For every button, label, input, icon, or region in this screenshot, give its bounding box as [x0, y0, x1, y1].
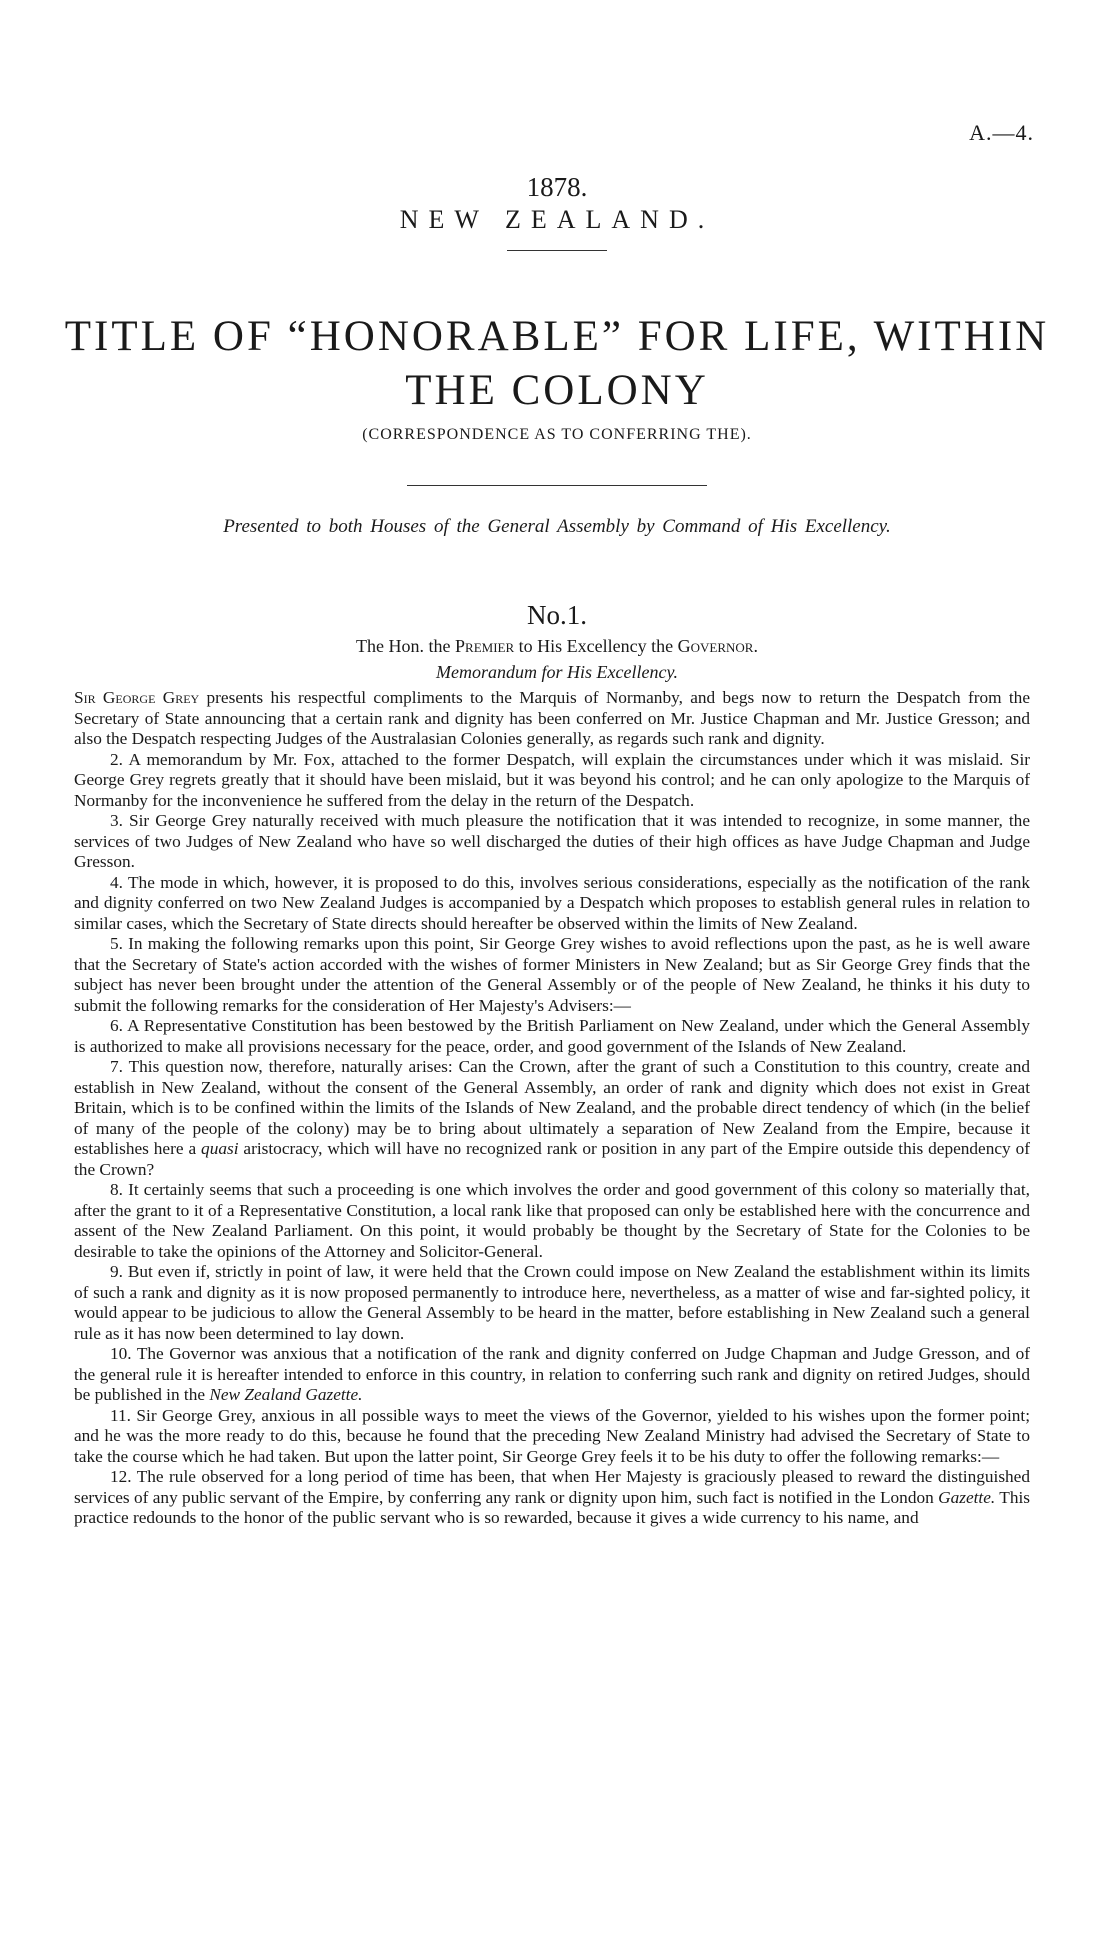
- addressee-governor: Governor.: [677, 636, 758, 656]
- presented-line: Presented to both Houses of the General Assembly by Command of His Excellency.: [223, 516, 891, 537]
- document-subtitle: (CORRESPONDENCE AS TO CONFERRING THE).: [362, 426, 752, 443]
- paragraph-9: 9. But even if, strictly in point of law, it were held that the Crown could impose on New Zealand the establishment within its limits of such a rank and dignity as it is now proposed permanently to introduce here, nevertheless, as a matter of wise and far-sighted policy, it would appear to be judicious to allow the General Assembly to be heard in the matter, before establishing in New Zealand such a general rule as it has now been determined to lay down.: [74, 1262, 1030, 1343]
- paragraph-6: 6. A Representative Constitution has been bestowed by the British Parliament on New Zealand, under which the General Assembly is authorized to make all provisions necessary for the peace, order, and good government of the Islands of New Zealand.: [74, 1016, 1030, 1056]
- paragraph-11: 11. Sir George Grey, anxious in all possible ways to meet the views of the Governor, yielded to his wishes upon the former point; and he was the more ready to do this, because he found that the preceding New Zealand Ministry had advised the Secretary of State to take the course which he had taken. But upon the latter point, Sir George Grey feels it to be his duty to offer the following remarks:—: [74, 1405, 1030, 1466]
- addressee-line: [0, 636, 1114, 657]
- author-name: Sir George Grey: [74, 688, 200, 707]
- year: 1878.: [526, 172, 588, 202]
- country-heading: NEW ZEALAND.: [399, 205, 715, 234]
- divider: [407, 485, 707, 486]
- paragraph-3: 3. Sir George Grey naturally received with much pleasure the notification that it was intended to recognize, in some manner, the services of two Judges of New Zealand who have so well discharged the duties of their high offices as have Judge Chapman and Judge Gresson.: [74, 811, 1030, 871]
- document-body: [74, 688, 1030, 1529]
- document-number: No.1.: [527, 600, 587, 630]
- paragraph-12: 12. The rule observed for a long period of time has been, that when Her Majesty is graciously pleased to reward the distinguished services of any public servant of the Empire, by conferring any rank or dignity upon him, such fact is notified in the London Gazette. This practice redounds to the honor of the public servant who is so rewarded, because it gives a wide currency to his name, and: [74, 1467, 1030, 1527]
- addressee-middle: to His Excellency the: [518, 636, 674, 656]
- paragraph-5: 5. In making the following remarks upon this point, Sir George Grey wishes to avoid reflections upon the past, as he is well aware that the Secretary of State's action accorded with the wishes of former Ministers in New Zealand; but as Sir George Grey finds that the subject has never been brought under the attention of the General Assembly or of the people of New Zealand, he thinks it his duty to submit the following remarks for the consideration of Her Majesty's Advisers:—: [74, 934, 1030, 1015]
- divider: [507, 250, 607, 251]
- document-title: TITLE OF “HONORABLE” FOR LIFE, WITHIN THE COLONY: [64, 313, 1050, 414]
- paragraph-10: 10. The Governor was anxious that a notification of the rank and dignity conferred on Judge Chapman and Judge Gresson, and of the general rule it is hereafter intended to enforce in this country, in relation to conferring such rank and dignity on retired Judges, should be published in the New Zealand Gazette.: [74, 1344, 1030, 1404]
- paragraph-7: 7. This question now, therefore, naturally arises: Can the Crown, after the grant of such a Constitution to this country, create and establish in New Zealand, without the consent of the General Assembly, an order of rank and dignity which does not exist in Great Britain, which is to be confined within the limits of the Islands of New Zealand, and the probable direct tendency of which (in the belief of many of the people of the colony) may be to bring about ultimately a separation of New Zealand from the Empire, because it establishes here a quasi aristocracy, which will have no recognized rank or position in any part of the Empire outside this dependency of the Crown?: [74, 1057, 1030, 1179]
- document-reference: A.—4.: [969, 120, 1034, 145]
- paragraph-8: 8. It certainly seems that such a proceeding is one which involves the order and good government of this colony so materially that, after the grant to it of a Representative Constitution, a local rank like that proposed can only be established here with the concurrence and assent of the New Zealand Parliament. On this point, it would probably be thought by the Secretary of State for the Colonies to be desirable to take the opinions of the Attorney and Solicitor-General.: [74, 1180, 1030, 1261]
- addressee-prefix: The Hon. the: [356, 636, 451, 656]
- paragraph-2: 2. A memorandum by Mr. Fox, attached to the former Despatch, will explain the circumstances under which it was mislaid. Sir George Grey regrets greatly that it should have been mislaid, but it was beyond his control; and he can only apologize to the Marquis of Normanby for the inconvenience he suffered from the delay in the return of the Despatch.: [74, 749, 1030, 810]
- paragraph-1: Sir George Grey presents his respectful compliments to the Marquis of Normanby, and begs now to return the Despatch from the Secretary of State announcing that a certain rank and dignity has been conferred on Mr. Justice Chapman and Mr. Justice Gresson; and also the Despatch respecting Judges of the Australasian Colonies generally, as regards such rank and dignity.: [74, 688, 1030, 748]
- memo-heading: Memorandum for His Excellency.: [436, 662, 678, 682]
- paragraph-4: 4. The mode in which, however, it is proposed to do this, involves serious considerations, especially as the notification of the rank and dignity conferred on two New Zealand Judges is accompanied by a Despatch which proposes to establish general rules in relation to similar cases, which the Secretary of State directs should hereafter be observed within the limits of New Zealand.: [74, 872, 1030, 933]
- addressee-premier: Premier: [455, 636, 515, 656]
